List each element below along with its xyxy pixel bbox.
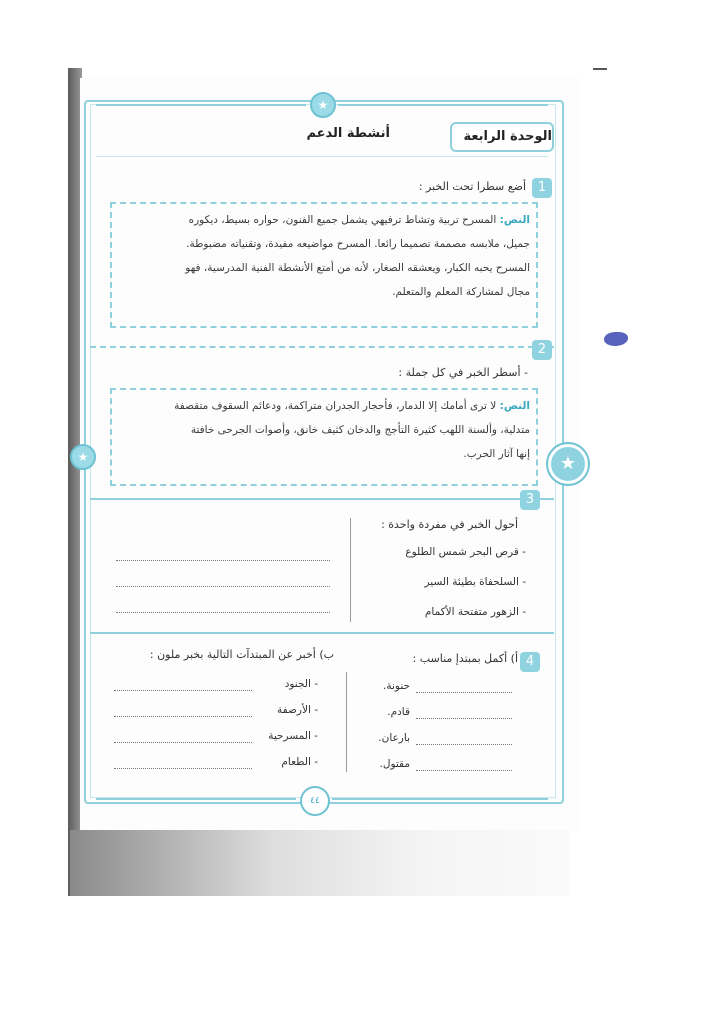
passage-line: إنها آثار الحرب. [463, 448, 530, 460]
top-ornament-right [338, 104, 548, 106]
star-medallion-icon: ★ [310, 92, 336, 118]
list-item: - السلحفاة بطيئة السير [424, 576, 526, 588]
answer-line[interactable] [114, 690, 252, 691]
section-3-number: 3 [520, 490, 540, 510]
section-3-instruction: أحول الخبر في مفردة واحدة : [381, 518, 518, 531]
header-divider [96, 156, 548, 157]
star-medallion-icon: ★ [548, 444, 588, 484]
section-1-number: 1 [532, 178, 552, 198]
answer-line[interactable] [416, 770, 512, 771]
lesson-title: أنشطة الدعم [306, 126, 390, 141]
bottom-ornament-right [332, 798, 548, 800]
answer-line[interactable] [116, 586, 330, 587]
passage-line: لا ترى أمامك إلا الدمار، فأحجار الجدران متراكمة، ودعائم السقوف متقصفة [174, 400, 497, 412]
list-item: - قرص البحر شمس الطلوع [405, 546, 526, 558]
part-a-item: بارعان. [378, 732, 410, 744]
bottom-ornament-left [96, 798, 296, 800]
section-1-instruction: أضع سطرا تحت الخبر : [418, 180, 526, 193]
passage-label: النص: [499, 214, 530, 226]
section-divider [90, 346, 554, 348]
answer-line[interactable] [116, 560, 330, 561]
part-b-item: - الطعام [281, 756, 318, 768]
star-medallion-icon: ★ [70, 444, 96, 470]
scan-mark [593, 68, 607, 70]
ink-smudge [604, 332, 628, 346]
part-b-item: - الأرصفة [277, 704, 318, 716]
scan-bottom-shadow [70, 830, 570, 896]
answer-line[interactable] [416, 718, 512, 719]
column-divider [350, 518, 351, 622]
passage-line: المسرح تربية وتشاط ترفيهي يشمل جميع الفنون، حواره بسيط، ديكوره [188, 214, 497, 226]
answer-line[interactable] [416, 692, 512, 693]
passage-label: النص: [499, 400, 530, 412]
answer-line[interactable] [416, 744, 512, 745]
part-a-item: مقتول. [379, 758, 410, 770]
part-a-item: قادم. [387, 706, 410, 718]
part-a-item: حنونة. [383, 680, 410, 692]
section-2-passage [110, 388, 538, 486]
passage-line: متدلية، وألسنة اللهب كثيرة التأجج والدخان كثيف خانق، وأصوات الجرحى خافتة [190, 424, 530, 436]
page-number: ٤٤ [300, 786, 330, 816]
top-ornament-left [96, 104, 306, 106]
section-2-instruction: - أسطر الخبر في كل جملة : [398, 366, 528, 379]
section-2-number: 2 [532, 340, 552, 360]
unit-label: الوحدة الرابعة [450, 122, 554, 152]
part-a-title: أ) أكمل بمبتدإ مناسب : [412, 652, 518, 665]
part-b-item: - الجنود [284, 678, 318, 690]
column-divider [346, 672, 347, 772]
part-b-item: - المسرحية [268, 730, 318, 742]
list-item: - الزهور متفتحة الأكمام [424, 606, 526, 618]
passage-line: المسرح يحبه الكبار، ويعشقه الصغار، لأنه من أمتع الأنشطة الفنية المدرسية، فهو [185, 262, 530, 274]
section-1-passage [110, 202, 538, 328]
part-b-title: ب) أخبر عن المبتدآت التالية بخبر ملون : [149, 648, 334, 661]
section-divider [90, 632, 554, 634]
answer-line[interactable] [116, 612, 330, 613]
answer-line[interactable] [114, 742, 252, 743]
answer-line[interactable] [114, 716, 252, 717]
answer-line[interactable] [114, 768, 252, 769]
passage-line: جميل، ملابسه مصممة تصميما رائعا. المسرح مواضيعه مفيدة، وتقنياته مضبوطة. [186, 238, 530, 250]
passage-line: مجال لمشاركة المعلم والمتعلم. [392, 286, 530, 298]
section-4-number: 4 [520, 652, 540, 672]
section-divider [90, 498, 554, 500]
